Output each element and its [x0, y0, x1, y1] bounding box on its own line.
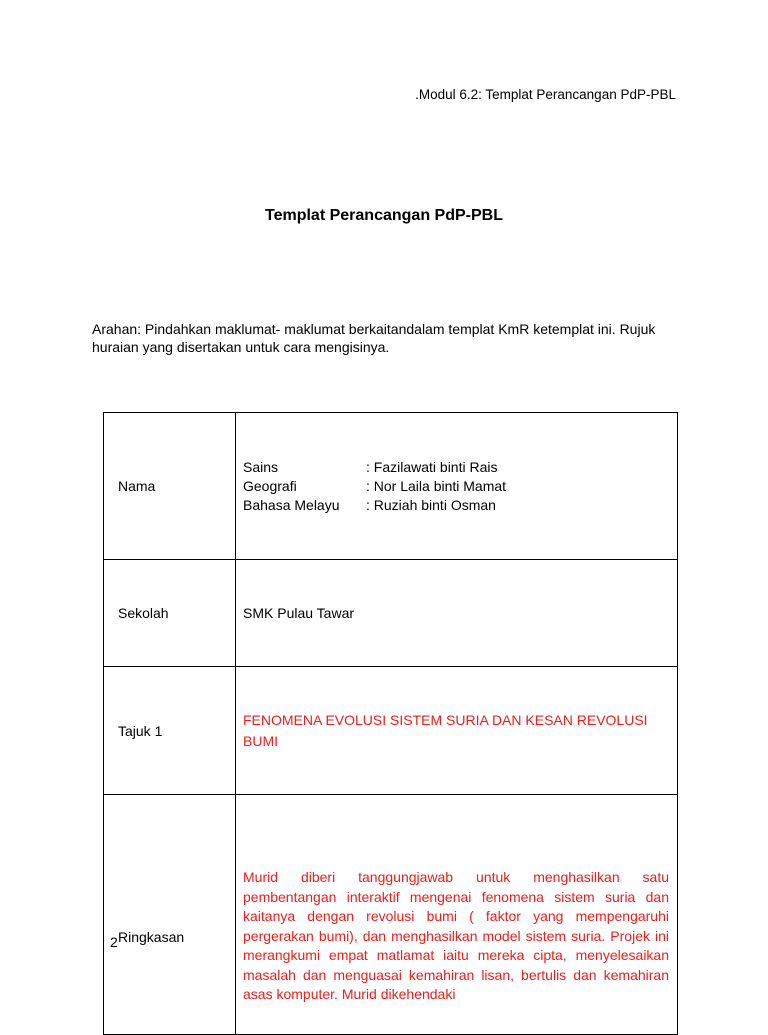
- document-title: Templat Perancangan PdP-PBL: [265, 207, 503, 224]
- sekolah-label: Sekolah: [104, 560, 236, 667]
- table-row-nama: [104, 413, 678, 560]
- teacher-name: : Ruziah binti Osman: [366, 496, 496, 513]
- module-reference: .Modul 6.2: Templat Perancangan PdP-PBL: [415, 87, 676, 102]
- teacher-subject: Sains: [243, 458, 279, 475]
- ringkasan-value: [236, 795, 678, 1035]
- teacher-entry: [243, 496, 669, 515]
- teacher-name: : Fazilawati binti Rais: [366, 458, 498, 475]
- teacher-entry: [243, 458, 669, 477]
- table-row-sekolah: [104, 560, 678, 667]
- tajuk-value: [236, 667, 678, 795]
- teacher-name: : Nor Laila binti Mamat: [366, 477, 507, 494]
- table-row-ringkasan: [104, 795, 678, 1035]
- nama-value: [236, 413, 678, 560]
- sekolah-value: SMK Pulau Tawar: [236, 560, 678, 667]
- planning-table: [103, 412, 678, 1035]
- teacher-subject: Geografi: [243, 477, 297, 494]
- instructions-text: Arahan: Pindahkan maklumat- maklumat berkaitandalam templat KmR ketemplat ini. Rujuk huraian yang disertakan untuk cara mengisinya.: [92, 321, 656, 355]
- nama-label: Nama: [104, 413, 236, 560]
- table-row-tajuk: [104, 667, 678, 795]
- ringkasan-text: Murid diberi tanggungjawab untuk menghasilkan satu pembentangan interaktif mengenai fenomena sistem suria dan kaitanya dengan revolusi bumi ( faktor yang mempengaruhi pergerakan bumi), dan menghasilkan model sistem suria. Projek ini merangkumi empat matlamat iaitu mereka cipta, menyelesaikan masalah dan menguasai kemahiran lisan, bertulis dan kemahiran asas komputer. Murid dikehendaki: [243, 869, 669, 1003]
- tajuk-label: Tajuk 1: [104, 667, 236, 795]
- tajuk-text: FENOMENA EVOLUSI SISTEM SURIA DAN KESAN REVOLUSI BUMI: [243, 711, 648, 749]
- teacher-subject: Bahasa Melayu: [243, 496, 340, 513]
- page-number: 2: [110, 934, 118, 950]
- teacher-entry: [243, 477, 669, 496]
- ringkasan-label: Ringkasan: [104, 795, 236, 1035]
